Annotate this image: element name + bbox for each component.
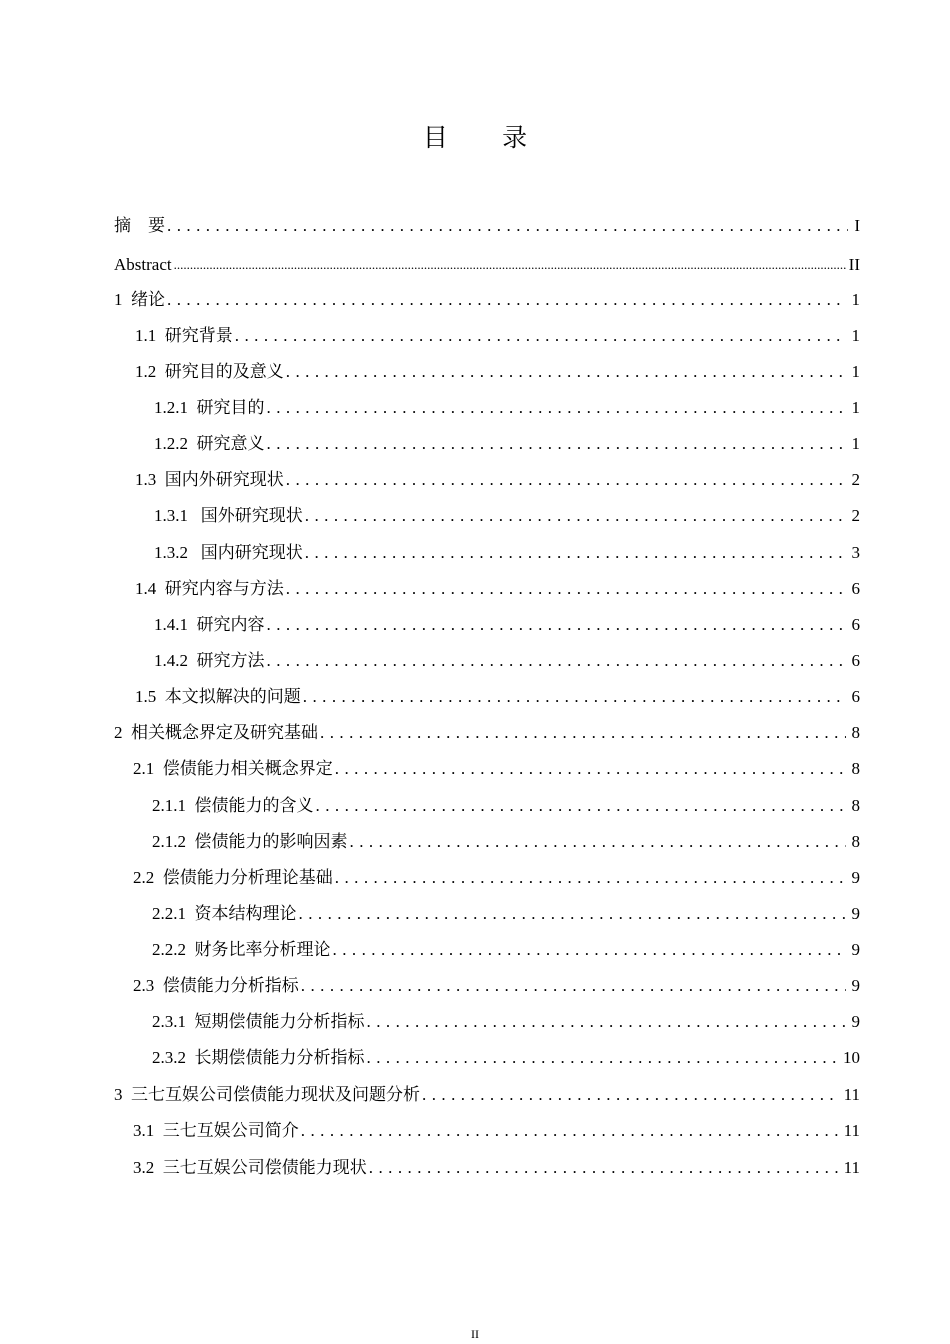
toc-entry-label: 2.2.1 资本结构理论 [152,904,297,923]
toc-entry-chapter-2[interactable] [114,721,860,745]
toc-entry-label: 1.4.1 研究内容 [154,615,265,634]
toc-entry-3-2[interactable] [133,1156,860,1180]
toc-entry-1-3[interactable] [135,468,860,492]
dot-leader [367,1010,846,1034]
toc-entry-summary[interactable] [114,214,860,238]
toc-entry-page: 10 [843,1048,860,1067]
page-number-footer: II [471,1327,479,1341]
toc-entry-1-2[interactable] [135,360,860,384]
dot-leader [303,685,846,709]
dot-leader [316,794,846,818]
toc-entry-page: 1 [851,434,860,453]
dot-leader [286,468,846,492]
toc-entry-page: 1 [851,398,860,417]
toc-entry-chapter-3[interactable] [114,1083,860,1107]
toc-entry-label: 3.2 三七互娱公司偿债能力现状 [133,1158,367,1177]
dot-leader [235,324,846,348]
toc-entry-page: 6 [851,579,860,598]
toc-entry-page: II [848,255,860,274]
dot-leader [320,721,846,745]
toc-entry-page: 1 [851,290,860,309]
dot-leader [367,1046,838,1070]
toc-entry-page: 3 [851,543,860,562]
toc-entry-page: 11 [843,1121,860,1140]
toc-entry-label: 2.3.1 短期偿债能力分析指标 [152,1012,365,1031]
toc-entry-label: 2.3 偿债能力分析指标 [133,976,299,995]
dot-leader [267,396,846,420]
dot-leader [267,432,846,456]
toc-entry-page: 1 [851,362,860,381]
toc-entry-label: 1.2.1 研究目的 [154,398,265,417]
toc-entry-label: 1 绪论 [114,290,165,309]
toc-entry-page: 9 [851,940,860,959]
dot-leader [305,541,846,565]
toc-entry-label: 3.1 三七互娱公司简介 [133,1121,299,1140]
toc-entry-label: 1.2 研究目的及意义 [135,362,284,381]
toc-entry-chapter-1[interactable] [114,288,860,312]
toc-entry-label: 3 三七互娱公司偿债能力现状及问题分析 [114,1085,420,1104]
dot-leader [301,1119,838,1143]
toc-entry-label: 2 相关概念界定及研究基础 [114,723,318,742]
toc-entry-1-3-2[interactable] [154,541,860,565]
toc-entry-label: 1.2.2 研究意义 [154,434,265,453]
toc-entry-page: 9 [851,976,860,995]
toc-entry-2-3[interactable] [133,974,860,998]
toc-entry-page: 2 [851,470,860,489]
toc-entry-label: 1.4.2 研究方法 [154,651,265,670]
toc-entry-2-3-1[interactable] [152,1010,860,1034]
toc-entry-page: 1 [851,326,860,345]
toc-entry-page: 8 [851,832,860,851]
toc-entry-page: 9 [851,904,860,923]
toc-entry-1-4-1[interactable] [154,613,860,637]
toc-entry-label: 1.5 本文拟解决的问题 [135,687,301,706]
dot-leader [286,360,846,384]
toc-entry-1-2-1[interactable] [154,396,860,420]
toc-entry-2-2-2[interactable] [152,938,860,962]
toc-entry-abstract[interactable] [114,253,860,277]
toc-entry-page: I [854,216,860,235]
toc-entry-label: 2.1.2 偿债能力的影响因素 [152,832,348,851]
toc-entry-label: Abstract [114,255,172,274]
toc-entry-1-4[interactable] [135,577,860,601]
toc-entry-1-2-2[interactable] [154,432,860,456]
dot-leader [350,830,846,854]
dot-leader [267,613,846,637]
toc-entry-label: 1.1 研究背景 [135,326,233,345]
toc-entry-page: 11 [843,1085,860,1104]
toc-entry-3-1[interactable] [133,1119,860,1143]
toc-entry-page: 11 [843,1158,860,1177]
toc-entry-2-2[interactable] [133,866,860,890]
toc-entry-page: 8 [851,723,860,742]
dot-leader [369,1156,838,1180]
toc-entry-1-5[interactable] [135,685,860,709]
toc-entry-label: 摘 要 [114,216,165,235]
dot-leader [305,504,846,528]
toc-entry-2-1-2[interactable] [152,830,860,854]
toc-entry-1-3-1[interactable] [154,504,860,528]
toc-entry-page: 9 [851,1012,860,1031]
toc-entry-1-1[interactable] [135,324,860,348]
dot-leader [167,288,846,312]
toc-entry-2-1[interactable] [133,757,860,781]
toc-entry-label: 2.2.2 财务比率分析理论 [152,940,331,959]
dot-leader [301,974,846,998]
toc-entry-label: 2.1.1 偿债能力的含义 [152,796,314,815]
toc-entry-1-4-2[interactable] [154,649,860,673]
dot-leader [267,649,846,673]
toc-entry-label: 2.1 偿债能力相关概念界定 [133,759,333,778]
toc-entry-2-3-2[interactable] [152,1046,860,1070]
toc-entry-label: 2.2 偿债能力分析理论基础 [133,868,333,887]
dot-leader [422,1083,838,1107]
dot-leader [335,757,846,781]
toc-entry-page: 8 [851,796,860,815]
dot-leader [167,214,848,238]
toc-entry-label: 1.3.1 国外研究现状 [154,506,303,525]
toc-entry-page: 9 [851,868,860,887]
toc-entry-label: 2.3.2 长期偿债能力分析指标 [152,1048,365,1067]
toc-entry-page: 8 [851,759,860,778]
toc-entry-2-2-1[interactable] [152,902,860,926]
dot-leader [333,938,846,962]
toc-entry-page: 6 [851,615,860,634]
toc-entry-label: 1.3 国内外研究现状 [135,470,284,489]
toc-entry-label: 1.3.2 国内研究现状 [154,543,303,562]
dot-leader [286,577,846,601]
dot-leader [299,902,846,926]
toc-entry-page: 6 [851,687,860,706]
toc-entry-2-1-1[interactable] [152,794,860,818]
toc-title: 目 录 [422,125,552,152]
dot-leader [335,866,846,890]
dot-leader [174,253,847,277]
toc-entry-page: 2 [851,506,860,525]
toc-entry-page: 6 [851,651,860,670]
toc-entry-label: 1.4 研究内容与方法 [135,579,284,598]
